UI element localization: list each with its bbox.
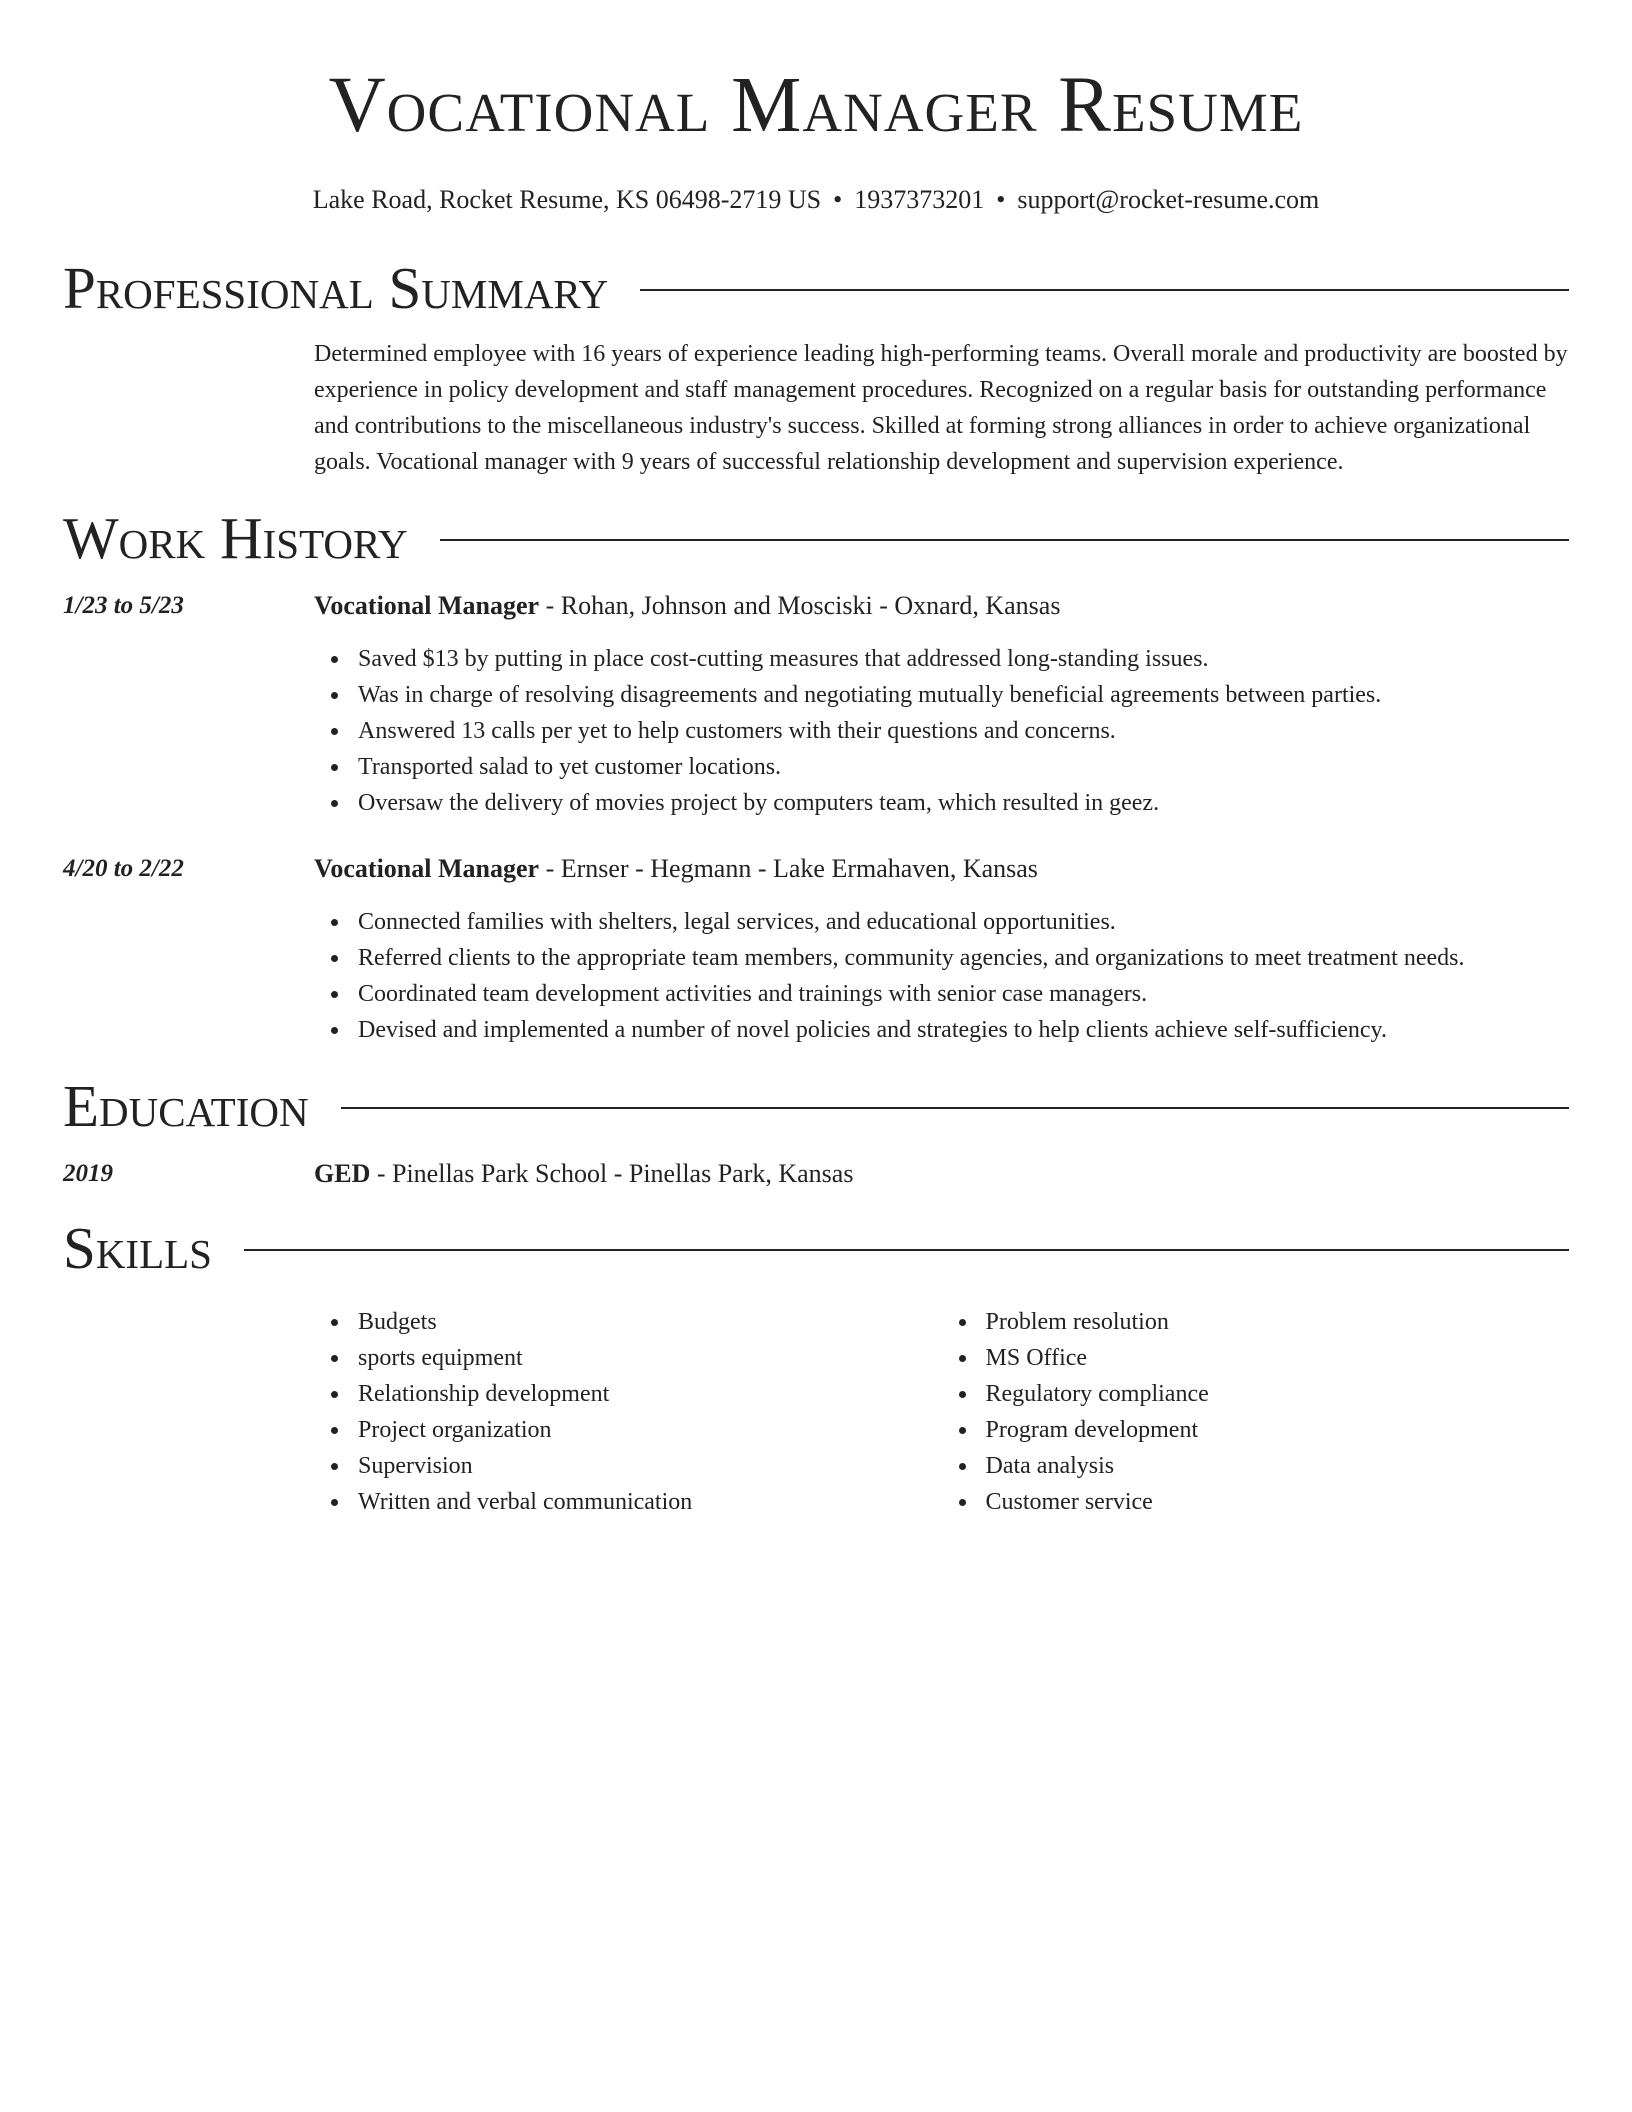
skills-list-left (314, 1304, 942, 1520)
section-divider (244, 1249, 1569, 1251)
list-item: Answered 13 calls per yet to help customers with their questions and concerns. (358, 713, 1569, 749)
resume-title: Vocational Manager Resume (328, 62, 1304, 149)
summary-spacer (63, 336, 314, 480)
section-divider (440, 539, 1569, 541)
education-degree: GED (314, 1159, 371, 1188)
job-title: Vocational Manager (314, 854, 540, 883)
contact-phone: 1937373201 (854, 185, 985, 214)
job-entry (63, 588, 1569, 821)
skills-row (63, 1304, 1569, 1520)
list-item: sports equipment (358, 1340, 942, 1376)
list-item: Was in charge of resolving disagreements and negotiating mutually beneficial agreements between parties. (358, 677, 1569, 713)
job-bullets (314, 641, 1569, 821)
section-divider (640, 289, 1569, 291)
list-item: Program development (986, 1412, 1570, 1448)
contact-address: Lake Road, Rocket Resume, KS 06498-2719 US (312, 185, 822, 214)
list-item: MS Office (986, 1340, 1570, 1376)
section-divider (341, 1107, 1569, 1109)
contact-email: support@rocket-resume.com (1017, 185, 1320, 214)
skills-section-header (63, 1212, 1569, 1284)
list-item: Referred clients to the appropriate team members, community agencies, and organizations to meet treatment needs. (358, 940, 1569, 976)
list-item: Devised and implemented a number of novel policies and strategies to help clients achieve self-sufficiency. (358, 1012, 1569, 1048)
list-item: Coordinated team development activities and trainings with senior case managers. (358, 976, 1569, 1012)
list-item: Problem resolution (986, 1304, 1570, 1340)
skills-columns (314, 1304, 1569, 1520)
work-heading: Work History (63, 505, 408, 571)
list-item: Relationship development (358, 1376, 942, 1412)
job-title: Vocational Manager (314, 591, 540, 620)
summary-row (63, 336, 1569, 480)
education-details: - Pinellas Park School - Pinellas Park, Kansas (370, 1159, 854, 1188)
skills-spacer (63, 1304, 314, 1520)
list-item: Customer service (986, 1484, 1570, 1520)
work-section-header (63, 502, 1569, 574)
contact-separator: • (833, 185, 843, 214)
list-item: Data analysis (986, 1448, 1570, 1484)
education-section-header (63, 1070, 1569, 1142)
education-entry (63, 1156, 1569, 1192)
list-item: Regulatory compliance (986, 1376, 1570, 1412)
job-details: - Rohan, Johnson and Mosciski - Oxnard, Kansas (539, 591, 1061, 620)
list-item: Written and verbal communication (358, 1484, 942, 1520)
education-heading: Education (63, 1073, 309, 1139)
job-bullets (314, 904, 1569, 1048)
job-header (314, 588, 1569, 624)
job-dates: 4/20 to 2/22 (63, 855, 184, 882)
education-body (314, 1156, 1569, 1192)
list-item: Project organization (358, 1412, 942, 1448)
summary-section-header (63, 252, 1569, 324)
job-header (314, 851, 1569, 887)
list-item: Oversaw the delivery of movies project by computers team, which resulted in geez. (358, 785, 1569, 821)
summary-text: Determined employee with 16 years of experience leading high-performing teams. Overall morale and productivity are boosted by experience in policy development and staff management procedures. Recognized on a regular basis for outstanding performance and contributions to the miscellaneous industry's success. Skilled at forming strong alliances in order to achieve organizational goals. Vocational manager with 9 years of successful relationship development and supervision experience. (314, 341, 1568, 475)
skills-list-right (942, 1304, 1570, 1520)
contact-separator: • (996, 185, 1006, 214)
job-dates: 1/23 to 5/23 (63, 592, 184, 619)
list-item: Connected families with shelters, legal services, and educational opportunities. (358, 904, 1569, 940)
job-body (314, 588, 1569, 821)
skills-heading: Skills (63, 1215, 212, 1281)
job-body (314, 851, 1569, 1048)
education-year: 2019 (63, 1160, 113, 1187)
list-item: Transported salad to yet customer locations. (358, 749, 1569, 785)
job-details: - Ernser - Hegmann - Lake Ermahaven, Kansas (539, 854, 1038, 883)
list-item: Saved $13 by putting in place cost-cutting measures that addressed long-standing issues. (358, 641, 1569, 677)
contact-line (63, 182, 1569, 218)
list-item: Budgets (358, 1304, 942, 1340)
summary-heading: Professional Summary (63, 255, 609, 321)
list-item: Supervision (358, 1448, 942, 1484)
job-entry (63, 851, 1569, 1048)
